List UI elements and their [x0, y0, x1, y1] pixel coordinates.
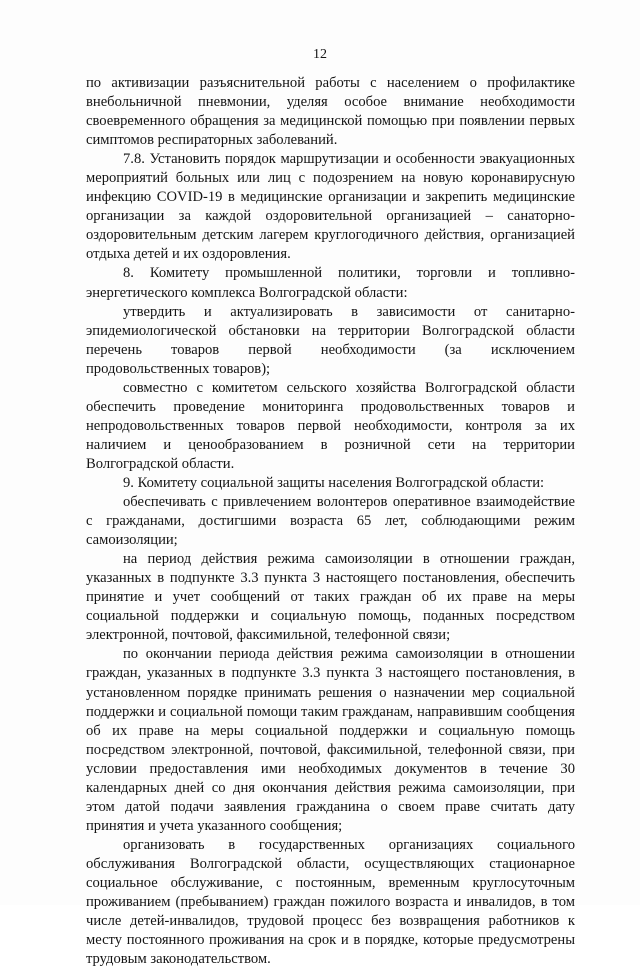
paragraph-8-heading: 8. Комитету промышленной политики, торговли и топливно-энергетического комплекса Волгоградской области: [86, 265, 575, 301]
paragraph-9-item-self-isolation: на период действия режима самоизоляции в отношении граждан, указанных в подпункте 3.3 пункта 3 настоящего постановления, обеспечить принятие и учет сообщений от таких граждан об их праве на меры социальной поддержки и социальную помощь, поданных посредством электронной, почтовой, факсимильной, телефонной связи; [86, 551, 575, 644]
paragraph-9-heading: 9. Комитету социальной защиты населения Волгоградской области: [123, 474, 545, 491]
paragraph-continuation: по активизации разъяснительной работы с населением о профилактике внебольничной пневмонии, уделяя особое внимание необходимости своевременного обращения за медицинской помощью при появлении первых симптомов респираторных заболеваний. [86, 75, 575, 149]
paragraph-9-item-volunteers: обеспечивать с привлечением волонтеров оперативное взаимодействие с гражданами, достигшими возраста 65 лет, соблюдающими режим самоизоляции; [86, 494, 575, 549]
paragraph-9-item-after-isolation: по окончании периода действия режима самоизоляции в отношении граждан, указанных в подпункте 3.3 пункта 3 настоящего постановления, в установленном порядке принимать решения о назначении мер социальной поддержки и социальной помощи таким гражданам, направившим сообщения об их праве на меры социальной поддержки и социальную помощь посредством электронной, почтовой, факсимильной, телефонной связи, при условии предоставления ими необходимых документов в течение 30 календарных дней со дня окончания действия режима самоизоляции, при этом датой подачи заявления гражданина о своем праве считать дату принятия и учета указанного сообщения; [86, 646, 575, 834]
paragraph-8-item-approve: утвердить и актуализировать в зависимости от санитарно-эпидемиологической обстановки на территории Волгоградской области перечень товаров первой необходимости (за исключением продовольственных товаров); [86, 303, 575, 377]
document-body [86, 74, 575, 969]
paragraph-7-8: 7.8. Установить порядок маршрутизации и особенности эвакуационных мероприятий больных или лиц с подозрением на новую коронавирусную инфекцию COVID-19 в медицинские организации и закрепить медицинские организации за каждой оздоровительной организацией – санаторно-оздоровительным детским лагерем круглогодичного действия, организацией отдыха детей и их оздоровления. [86, 151, 575, 263]
page-number: 12 [313, 47, 327, 62]
paragraph-8-item-monitoring: совместно с комитетом сельского хозяйства Волгоградской области обеспечить проведение мониторинга продовольственных товаров и непродовольственных товаров первой необходимости, контроля за их наличием и ценообразованием в розничной сети на территории Волгоградской области. [86, 379, 575, 472]
paragraph-9-item-organize: организовать в государственных организациях социального обслуживания Волгоградской области, осуществляющих стационарное социальное обслуживание, с постоянным, временным круглосуточным проживанием (пребыванием) граждан пожилого возраста и инвалидов, в том числе детей-инвалидов, трудовой процесс без возвращения работников к месту постоянного проживания на срок и в порядке, которые предусмотрены трудовым законодательством. [86, 836, 575, 968]
